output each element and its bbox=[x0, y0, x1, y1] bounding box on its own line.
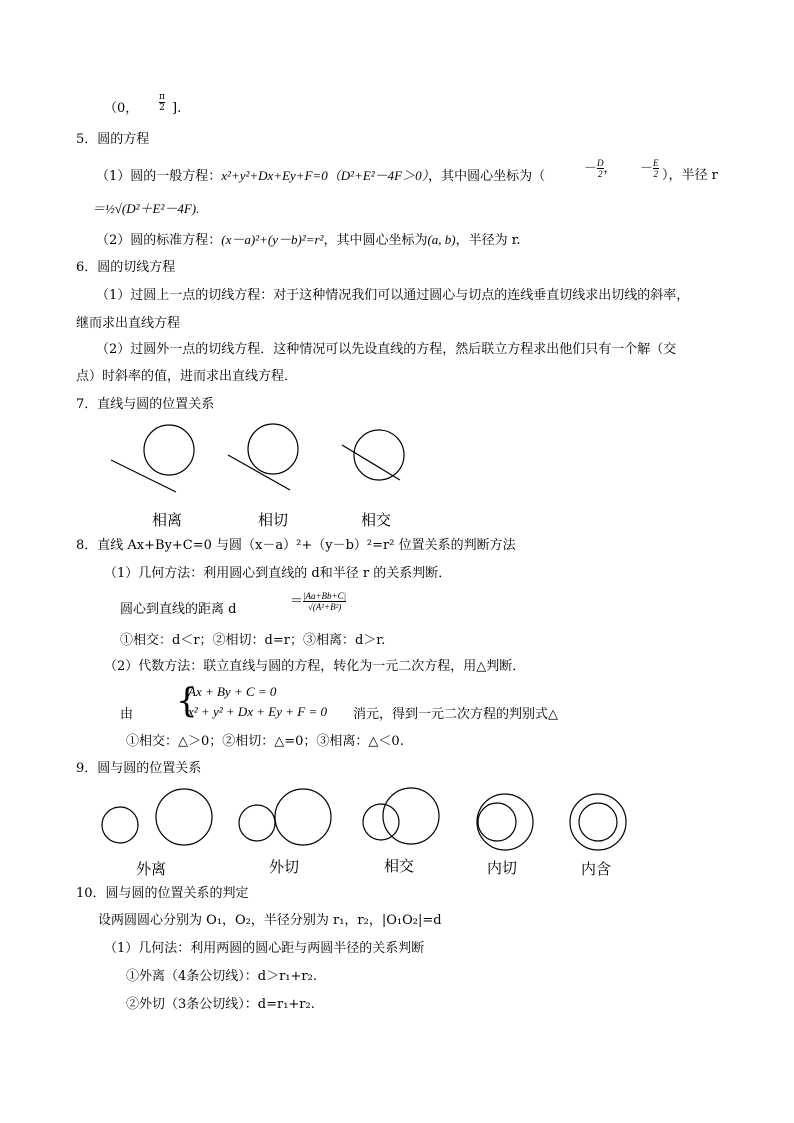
center-y-num: E bbox=[653, 158, 659, 168]
distance-num: |Aa+Bb+C| bbox=[303, 591, 347, 601]
by-label: 由 bbox=[120, 707, 134, 722]
ext-tangent-large-circle bbox=[275, 789, 331, 845]
caption-ext-tangent: 外切 bbox=[269, 858, 300, 876]
standard-center-label: ，其中圆心坐标为 bbox=[323, 233, 428, 248]
caption-intersect: 相交 bbox=[361, 511, 392, 529]
section-7-title: 7．直线与圆的位置关系 bbox=[76, 397, 215, 412]
general-equation-label: （1）圆的一般方程： bbox=[96, 169, 222, 184]
geometric-method: （1）几何方法：利用圆心到直线的 d和半径 r 的关系判断． bbox=[104, 566, 452, 581]
interval-end: ]. bbox=[172, 101, 182, 116]
ext-tangent-small-circle bbox=[239, 805, 275, 841]
interval-start: （0， bbox=[104, 101, 139, 116]
circles-setup: 设两圆圆心分别为 O₁，O₂，半径分别为 r₁，r₂，|O₁O₂|=d bbox=[98, 913, 442, 928]
standard-radius: ，半径为 r. bbox=[455, 233, 521, 248]
section-5-title: 5．圆的方程 bbox=[76, 132, 150, 147]
geometric-cases: ①相交：d＜r；②相切：d=r；③相离：d＞r. bbox=[120, 633, 386, 648]
caption-intersect-circles: 相交 bbox=[384, 857, 415, 875]
system-brace: { bbox=[176, 681, 198, 721]
system-line-1: Ax + By + C = 0 bbox=[188, 684, 277, 699]
tangent-point-on-circle-cont: 继而求出直线方程 bbox=[76, 316, 181, 331]
algebraic-cases: ①相交：△＞0；②相切：△=0；③相离：△＜0. bbox=[126, 734, 404, 749]
contain-small-circle bbox=[579, 803, 617, 841]
standard-center: (a, b) bbox=[427, 232, 456, 247]
center-label: ，其中圆心坐标为（ bbox=[428, 169, 546, 184]
center-y-fraction: － $\frac{E}{2}$ bbox=[640, 158, 659, 179]
standard-equation-label: （2）圆的标准方程： bbox=[96, 233, 222, 248]
center-x-fraction: － $\frac{D}{2}$ ， bbox=[584, 158, 617, 179]
general-equation: x²+y²+Dx+Ey+F=0（D²+E²－4F＞0） bbox=[221, 168, 429, 183]
fraction-numerator: π bbox=[159, 92, 165, 102]
center-y-den: 2 bbox=[653, 169, 659, 179]
caption-int-tangent: 内切 bbox=[487, 859, 518, 877]
apart-small-circle bbox=[102, 807, 138, 843]
radius-label: ），半径 r bbox=[662, 168, 718, 183]
system-line-2: x² + y² + Dx + Ey + F = 0 bbox=[188, 704, 328, 719]
tangent-point-outside-cont: 点）时斜率的值，进而求出直线方程． bbox=[76, 369, 298, 384]
caption-contain: 内含 bbox=[581, 860, 612, 878]
center-x-den: 2 bbox=[598, 169, 603, 179]
system-tail: 消元，得到一元二次方程的判别式△ bbox=[353, 707, 558, 722]
intersect-small-circle bbox=[363, 804, 399, 840]
apart-large-circle bbox=[156, 789, 212, 845]
section-10-title: 10．圆与圆的位置关系的判定 bbox=[76, 886, 249, 901]
caption-tangent: 相切 bbox=[258, 511, 289, 529]
standard-equation: (x－a)²+(y－b)²=r² bbox=[221, 232, 324, 247]
section-8-title: 8．直线 Ax+By+C=0 与圆（x－a）²+（y－b）²=r² 位置关系的判断方法 bbox=[76, 538, 516, 553]
section-9-title: 9．圆与圆的位置关系 bbox=[76, 761, 202, 776]
int-tangent-small-circle bbox=[478, 803, 516, 841]
distance-label: 圆心到直线的距离 d bbox=[120, 602, 237, 617]
distance-formula: ＝ $\frac{|Aa+Bb+C|}{\text{√(A²+B²)}}$ bbox=[290, 591, 347, 612]
int-tangent-large-circle bbox=[477, 794, 533, 850]
case-ext-tangent: ②外切（3条公切线）：d=r₁+r₂. bbox=[126, 997, 315, 1012]
tangent-point-on-circle: （1）过圆上一点的切线方程：对于这种情况我们可以通过圆心与切点的连线垂直切线求出切线的斜率， bbox=[96, 288, 690, 303]
caption-apart: 外离 bbox=[136, 860, 167, 878]
tangent-point-outside: （2）过圆外一点的切线方程．这种情况可以先设直线的方程，然后联立方程求出他们只有一个解（交 bbox=[96, 342, 677, 357]
algebraic-method: （2）代数方法：联立直线与圆的方程，转化为一元二次方程，用△判断． bbox=[104, 659, 526, 674]
radius-formula: ＝½√(D²＋E²－4F). bbox=[92, 201, 200, 216]
distance-den: √(A²+B²) bbox=[303, 601, 346, 612]
intersect-large-circle bbox=[383, 788, 439, 844]
case-apart: ①外离（4条公切线）：d＞r₁+r₂. bbox=[126, 969, 317, 984]
section-6-title: 6．圆的切线方程 bbox=[76, 260, 176, 275]
center-x-num: D bbox=[597, 158, 604, 168]
fraction-denominator: 2 bbox=[159, 103, 165, 113]
caption-separate: 相离 bbox=[152, 511, 183, 529]
circles-geometric-method: （1）几何法：利用两圆的圆心距与两圆半径的关系判断 bbox=[104, 941, 425, 956]
